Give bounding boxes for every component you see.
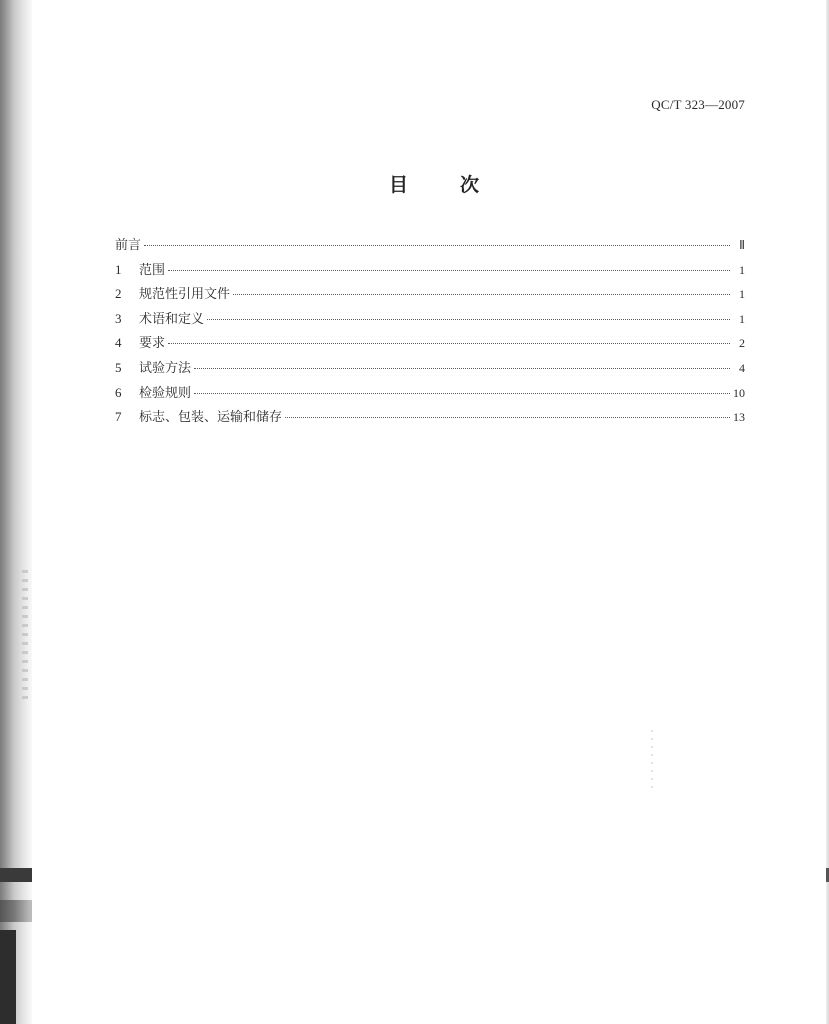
dot-leader xyxy=(233,293,730,295)
toc-entry-page: 1 xyxy=(739,262,745,277)
dot-leader xyxy=(194,392,730,394)
toc-title xyxy=(389,170,479,197)
scan-artifact xyxy=(651,730,653,790)
dot-leader xyxy=(285,416,730,418)
table-of-contents xyxy=(115,234,745,431)
standard-code: QC/T 323—2007 xyxy=(651,97,745,112)
toc-entry-inspection-rules[interactable] xyxy=(115,382,745,407)
binding-shadow xyxy=(0,0,32,1024)
dot-leader xyxy=(168,269,730,271)
toc-entry-page: 1 xyxy=(739,287,745,302)
dot-leader xyxy=(194,367,730,369)
toc-entry-label: 术语和定义 xyxy=(139,311,205,327)
toc-entry-test-methods[interactable] xyxy=(115,357,745,382)
toc-title-char: 次 xyxy=(459,174,479,196)
toc-title-char: 目 xyxy=(389,174,409,196)
toc-entry-number: 1 xyxy=(115,261,122,277)
toc-entry-label: 范围 xyxy=(139,262,166,278)
toc-entry-label: 前言 xyxy=(115,238,142,253)
toc-entry-page: 10 xyxy=(733,385,745,400)
toc-entry-number: 5 xyxy=(115,359,122,375)
toc-entry-page: 13 xyxy=(733,410,745,425)
toc-entry-number: 7 xyxy=(115,409,122,425)
toc-entry-label: 试验方法 xyxy=(139,360,192,376)
toc-entry-label: 检验规则 xyxy=(139,385,192,401)
toc-entry-number: 3 xyxy=(115,310,122,326)
toc-entry-foreword[interactable] xyxy=(115,234,745,259)
toc-entry-scope[interactable] xyxy=(115,259,745,284)
toc-entry-requirements[interactable] xyxy=(115,332,745,357)
toc-entry-terms[interactable] xyxy=(115,308,745,333)
toc-entry-page: Ⅱ xyxy=(739,238,745,252)
toc-entry-number: 4 xyxy=(115,335,122,351)
dot-leader xyxy=(144,244,730,246)
toc-entry-marking-packaging[interactable] xyxy=(115,406,745,431)
toc-entry-page: 4 xyxy=(739,360,745,375)
toc-entry-number: 2 xyxy=(115,286,122,302)
toc-entry-label: 要求 xyxy=(139,336,166,352)
toc-entry-label: 标志、包装、运输和储存 xyxy=(139,410,283,426)
toc-entry-normative-references[interactable] xyxy=(115,283,745,308)
toc-entry-number: 6 xyxy=(115,384,122,400)
toc-entry-page: 2 xyxy=(739,336,745,351)
toc-entry-page: 1 xyxy=(739,311,745,326)
dot-leader xyxy=(168,342,730,344)
toc-entry-label: 规范性引用文件 xyxy=(139,287,231,303)
dot-leader xyxy=(207,318,730,320)
